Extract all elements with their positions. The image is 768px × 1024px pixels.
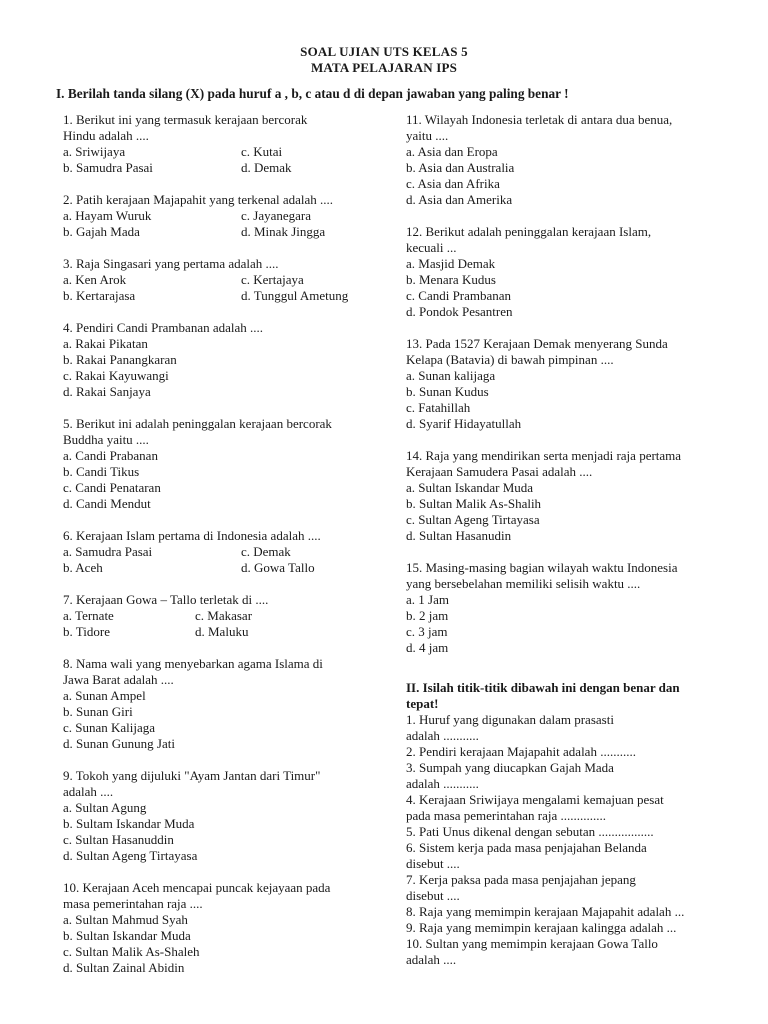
question-4 (63, 320, 383, 400)
option-a[interactable]: a. Sultan Iskandar Muda (406, 480, 534, 495)
option-c[interactable]: c. Sultan Ageng Tirtayasa (406, 512, 540, 527)
question-text: 4. Pendiri Candi Prambanan adalah .... (63, 320, 264, 335)
question-9 (63, 768, 383, 864)
option-c[interactable]: c. Sultan Malik As-Shaleh (63, 944, 200, 959)
option-c[interactable]: c. Kertajaya (241, 272, 304, 287)
exam-subject: MATA PELAJARAN IPS (310, 60, 458, 75)
question-text: Kelapa (Batavia) di bawah pimpinan .... (406, 352, 614, 367)
fill-item[interactable]: 8. Raja yang memimpin kerajaan Majapahit adalah ... (406, 904, 685, 919)
fill-item[interactable]: adalah .... (406, 952, 457, 967)
question-text: 13. Pada 1527 Kerajaan Demak menyerang Sunda (406, 336, 668, 351)
fill-item[interactable]: 9. Raja yang memimpin kerajaan kalingga adalah ... (406, 920, 677, 935)
fill-item[interactable]: 6. Sistem kerja pada masa penjajahan Belanda (406, 840, 647, 855)
question-text: kecuali ... (406, 240, 457, 255)
right-column (406, 112, 722, 968)
question-3 (63, 256, 383, 304)
fill-item[interactable]: 5. Pati Unus dikenal dengan sebutan ................. (406, 824, 654, 839)
option-b[interactable]: b. Samudra Pasai (63, 160, 153, 175)
fill-item[interactable]: pada masa pemerintahan raja .............. (406, 808, 606, 823)
option-b[interactable]: b. Kertarajasa (63, 288, 136, 303)
option-d[interactable]: d. Pondok Pesantren (406, 304, 513, 319)
option-c[interactable]: c. Sunan Kalijaga (63, 720, 156, 735)
option-b[interactable]: b. Sunan Kudus (406, 384, 489, 399)
option-c[interactable]: c. Fatahillah (406, 400, 471, 415)
section1-instruction: I. Berilah tanda silang (X) pada huruf a , b, c atau d di depan jawaban yang paling benar ! (56, 86, 569, 101)
question-text: yang bersebelahan memiliki selisih waktu .... (406, 576, 641, 591)
question-15 (406, 560, 722, 656)
option-c[interactable]: c. 3 jam (406, 624, 448, 639)
section2-heading: tepat! (406, 696, 439, 711)
option-a[interactable]: a. Ternate (63, 608, 114, 623)
option-b[interactable]: b. Aceh (63, 560, 103, 575)
question-11 (406, 112, 722, 208)
question-text: 5. Berikut ini adalah peninggalan kerajaan bercorak (63, 416, 332, 431)
option-b[interactable]: b. Gajah Mada (63, 224, 140, 239)
question-text: 8. Nama wali yang menyebarkan agama Islama di (63, 656, 323, 671)
question-text: Buddha yaitu .... (63, 432, 149, 447)
option-b[interactable]: b. Menara Kudus (406, 272, 496, 287)
option-d[interactable]: d. Minak Jingga (241, 224, 326, 239)
option-b[interactable]: b. Rakai Panangkaran (63, 352, 177, 367)
fill-item[interactable]: 3. Sumpah yang diucapkan Gajah Mada (406, 760, 614, 775)
option-a[interactable]: a. Rakai Pikatan (63, 336, 148, 351)
option-c[interactable]: c. Kutai (241, 144, 283, 159)
question-text: 9. Tokoh yang dijuluki "Ayam Jantan dari Timur" (63, 768, 321, 783)
option-a[interactable]: a. Samudra Pasai (63, 544, 153, 559)
question-text: adalah .... (63, 784, 114, 799)
option-b[interactable]: b. Sultan Iskandar Muda (63, 928, 191, 943)
option-a[interactable]: a. Sunan Ampel (63, 688, 146, 703)
fill-item[interactable]: 1. Huruf yang digunakan dalam prasasti (406, 712, 614, 727)
section2-fill-in (406, 680, 722, 968)
question-text: 7. Kerajaan Gowa – Tallo terletak di .... (63, 592, 269, 607)
question-text: Jawa Barat adalah .... (63, 672, 174, 687)
option-d[interactable]: d. Gowa Tallo (241, 560, 315, 575)
option-a[interactable]: a. Sultan Mahmud Syah (63, 912, 188, 927)
option-d[interactable]: d. Demak (241, 160, 292, 175)
option-b[interactable]: b. Sunan Giri (63, 704, 133, 719)
question-text: 1. Berikut ini yang termasuk kerajaan bercorak (63, 112, 308, 127)
question-12 (406, 224, 722, 320)
option-c[interactable]: c. Candi Penataran (63, 480, 161, 495)
option-a[interactable]: a. Masjid Demak (406, 256, 496, 271)
option-c[interactable]: c. Asia dan Afrika (406, 176, 500, 191)
option-c[interactable]: c. Makasar (195, 608, 253, 623)
fill-item[interactable]: adalah ........... (406, 776, 479, 791)
question-text: masa pemerintahan raja .... (63, 896, 203, 911)
option-a[interactable]: a. Sultan Agung (63, 800, 147, 815)
question-8 (63, 656, 383, 752)
question-text: 12. Berikut adalah peninggalan kerajaan Islam, (406, 224, 652, 239)
question-14 (406, 448, 722, 544)
option-d[interactable]: d. Sultan Ageng Tirtayasa (63, 848, 198, 863)
question-text: 15. Masing-masing bagian wilayah waktu Indonesia (406, 560, 678, 575)
fill-item[interactable]: 4. Kerajaan Sriwijaya mengalami kemajuan pesat (406, 792, 664, 807)
question-text: 2. Patih kerajaan Majapahit yang terkenal adalah .... (63, 192, 334, 207)
option-d[interactable]: d. Asia dan Amerika (406, 192, 513, 207)
left-column (63, 112, 383, 992)
question-5 (63, 416, 383, 512)
option-c[interactable]: c. Jayanegara (241, 208, 312, 223)
option-b[interactable]: b. Sultam Iskandar Muda (63, 816, 195, 831)
question-1 (63, 112, 383, 176)
option-c[interactable]: c. Rakai Kayuwangi (63, 368, 169, 383)
option-b[interactable]: b. Tidore (63, 624, 110, 639)
option-a[interactable]: a. 1 Jam (406, 592, 449, 607)
option-d[interactable]: d. 4 jam (406, 640, 449, 655)
question-text: 10. Kerajaan Aceh mencapai puncak kejayaan pada (63, 880, 331, 895)
question-6 (63, 528, 383, 576)
question-text: yaitu .... (406, 128, 449, 143)
question-text: 11. Wilayah Indonesia terletak di antara dua benua, (406, 112, 673, 127)
question-text: Kerajaan Samudera Pasai adalah .... (406, 464, 593, 479)
option-d[interactable]: d. Rakai Sanjaya (63, 384, 151, 399)
question-text: Hindu adalah .... (63, 128, 149, 143)
question-text: 3. Raja Singasari yang pertama adalah .... (63, 256, 279, 271)
option-d[interactable]: d. Maluku (195, 624, 249, 639)
option-a[interactable]: a. Candi Prabanan (63, 448, 158, 463)
fill-item[interactable]: adalah ........... (406, 728, 479, 743)
section2-heading: II. Isilah titik-titik dibawah ini dengan benar dan (406, 680, 680, 695)
option-a[interactable]: a. Sriwijaya (63, 144, 126, 159)
option-d[interactable]: d. Sunan Gunung Jati (63, 736, 175, 751)
option-d[interactable]: d. Syarif Hidayatullah (406, 416, 522, 431)
question-13 (406, 336, 722, 432)
option-a[interactable]: a. Hayam Wuruk (63, 208, 152, 223)
exam-title: SOAL UJIAN UTS KELAS 5 (300, 44, 468, 59)
option-c[interactable]: c. Candi Prambanan (406, 288, 512, 303)
option-c[interactable]: c. Sultan Hasanuddin (63, 832, 174, 847)
option-d[interactable]: d. Tunggul Ametung (241, 288, 349, 303)
option-b[interactable]: b. Sultan Malik As-Shalih (406, 496, 542, 511)
option-b[interactable]: b. Asia dan Australia (406, 160, 515, 175)
option-d[interactable]: d. Candi Mendut (63, 496, 151, 511)
option-a[interactable]: a. Asia dan Eropa (406, 144, 498, 159)
question-text: 14. Raja yang mendirikan serta menjadi raja pertama (406, 448, 682, 463)
option-c[interactable]: c. Demak (241, 544, 291, 559)
fill-item[interactable]: 2. Pendiri kerajaan Majapahit adalah ........... (406, 744, 636, 759)
question-10 (63, 880, 383, 976)
fill-item[interactable]: 10. Sultan yang memimpin kerajaan Gowa Tallo (406, 936, 658, 951)
fill-item[interactable]: 7. Kerja paksa pada masa penjajahan jepang (406, 872, 636, 887)
option-d[interactable]: d. Sultan Hasanudin (406, 528, 512, 543)
option-a[interactable]: a. Sunan kalijaga (406, 368, 496, 383)
fill-item[interactable]: disebut .... (406, 888, 460, 903)
question-7 (63, 592, 383, 640)
option-d[interactable]: d. Sultan Zainal Abidin (63, 960, 185, 975)
option-b[interactable]: b. 2 jam (406, 608, 449, 623)
question-2 (63, 192, 383, 240)
question-text: 6. Kerajaan Islam pertama di Indonesia adalah .... (63, 528, 321, 543)
fill-item[interactable]: disebut .... (406, 856, 460, 871)
option-a[interactable]: a. Ken Arok (63, 272, 127, 287)
option-b[interactable]: b. Candi Tikus (63, 464, 140, 479)
